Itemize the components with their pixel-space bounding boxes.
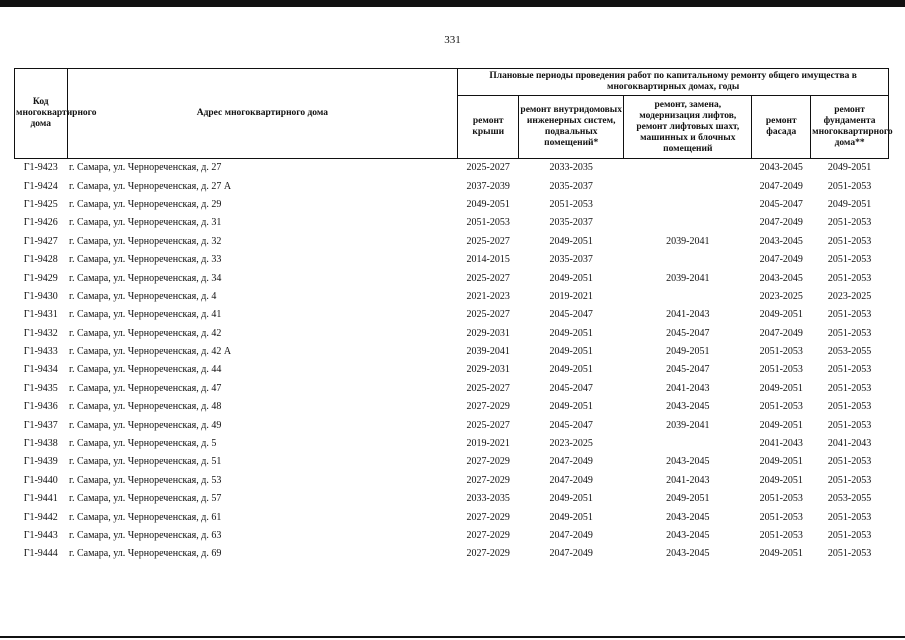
cell-facade: 2023-2025: [759, 290, 803, 302]
cell-facade: 2047-2049: [759, 327, 803, 339]
cell-facade: 2049-2051: [759, 456, 803, 468]
cell-facade: 2051-2053: [759, 511, 803, 523]
cell-systems: 2033-2035: [549, 162, 593, 174]
table-row: [15, 508, 889, 526]
cell-code: Г1-9436: [23, 401, 58, 413]
cell-foundation: 2051-2053: [827, 419, 872, 431]
cell-foundation: 2051-2053: [827, 235, 872, 247]
cell-code: Г1-9437: [23, 419, 58, 431]
cell-roof: 2029-2031: [466, 364, 510, 376]
cell-foundation: 2051-2053: [827, 548, 872, 560]
cell-address: г. Самара, ул. Чернореченская, д. 5: [69, 438, 217, 450]
cell-systems: 2049-2051: [549, 346, 593, 358]
cell-roof: 2027-2029: [466, 401, 510, 413]
cell-foundation: 2051-2053: [827, 530, 872, 541]
cell-foundation: 2051-2053: [827, 309, 872, 321]
cell-address: г. Самара, ул. Чернореченская, д. 33: [69, 254, 222, 266]
cell-lifts: 2045-2047: [666, 327, 710, 339]
cell-lifts: 2041-2043: [666, 474, 710, 486]
table-row: [15, 398, 889, 416]
cell-facade: 2051-2053: [759, 493, 803, 505]
header-facade: ремонт фасада: [752, 96, 811, 159]
cell-foundation: 2051-2053: [827, 364, 872, 376]
table-row: [15, 545, 889, 563]
cell-systems: 2035-2037: [549, 217, 593, 229]
cell-systems: 2047-2049: [549, 530, 593, 541]
cell-lifts: [624, 177, 752, 195]
cell-code: Г1-9440: [23, 474, 58, 486]
table-row: [15, 196, 889, 214]
table-row: [15, 527, 889, 545]
cell-code: Г1-9425: [23, 198, 58, 210]
cell-roof: 2025-2027: [466, 382, 510, 394]
cell-systems: 2047-2049: [549, 456, 593, 468]
cell-roof: 2025-2027: [466, 235, 510, 247]
cell-facade: 2047-2049: [759, 254, 803, 266]
header-roof: ремонт крыши: [458, 96, 519, 159]
table-row: [15, 380, 889, 398]
cell-lifts: [624, 251, 752, 269]
cell-code: Г1-9439: [23, 456, 58, 468]
cell-roof: 2029-2031: [466, 327, 510, 339]
cell-lifts: [624, 214, 752, 232]
cell-lifts: [624, 196, 752, 214]
cell-lifts: 2039-2041: [666, 419, 710, 431]
cell-systems: 2049-2051: [549, 272, 593, 284]
cell-address: г. Самара, ул. Чернореченская, д. 27: [69, 162, 222, 174]
cell-systems: 2049-2051: [549, 493, 593, 505]
cell-foundation: 2051-2053: [827, 180, 872, 192]
cell-address: г. Самара, ул. Чернореченская, д. 63: [69, 530, 222, 541]
cell-systems: 2035-2037: [549, 180, 593, 192]
table-row: [15, 416, 889, 434]
cell-facade: 2045-2047: [759, 198, 803, 210]
cell-lifts: 2043-2045: [666, 456, 710, 468]
table-row: [15, 435, 889, 453]
table-row: [15, 159, 889, 178]
cell-foundation: 2051-2053: [827, 382, 872, 394]
top-border-bar: [0, 0, 905, 7]
table-row: [15, 251, 889, 269]
cell-lifts: 2043-2045: [666, 530, 710, 541]
cell-facade: 2051-2053: [759, 364, 803, 376]
cell-foundation: 2051-2053: [827, 272, 872, 284]
cell-code: Г1-9434: [23, 364, 58, 376]
table-row: [15, 214, 889, 232]
cell-address: г. Самара, ул. Чернореченская, д. 42 А: [69, 346, 232, 358]
cell-foundation: 2051-2053: [827, 474, 872, 486]
cell-lifts: 2039-2041: [666, 235, 710, 247]
cell-address: г. Самара, ул. Чернореченская, д. 48: [69, 401, 222, 413]
cell-foundation: 2023-2025: [827, 290, 872, 302]
cell-facade: 2041-2043: [759, 438, 803, 450]
table-row: [15, 453, 889, 471]
table-row: [15, 343, 889, 361]
table-row: [15, 288, 889, 306]
cell-address: г. Самара, ул. Чернореченская, д. 47: [69, 382, 222, 394]
cell-address: г. Самара, ул. Чернореченская, д. 34: [69, 272, 222, 284]
cell-address: г. Самара, ул. Чернореченская, д. 57: [69, 493, 222, 505]
cell-roof: 2027-2029: [466, 530, 510, 541]
cell-facade: 2049-2051: [759, 309, 803, 321]
cell-facade: 2049-2051: [759, 419, 803, 431]
cell-roof: 2027-2029: [466, 511, 510, 523]
cell-code: Г1-9433: [23, 346, 58, 358]
cell-code: Г1-9429: [23, 272, 58, 284]
cell-address: г. Самара, ул. Чернореченская, д. 31: [69, 217, 222, 229]
cell-foundation: 2051-2053: [827, 456, 872, 468]
cell-foundation: 2051-2053: [827, 327, 872, 339]
cell-facade: 2051-2053: [759, 401, 803, 413]
cell-roof: 2037-2039: [466, 180, 510, 192]
cell-roof: 2025-2027: [466, 309, 510, 321]
table-row: [15, 361, 889, 379]
cell-systems: 2045-2047: [549, 419, 593, 431]
cell-roof: 2014-2015: [466, 254, 510, 266]
cell-systems: 2049-2051: [549, 327, 593, 339]
cell-code: Г1-9424: [23, 180, 58, 192]
cell-code: Г1-9443: [23, 530, 58, 541]
cell-systems: 2049-2051: [549, 401, 593, 413]
cell-systems: 2051-2053: [549, 198, 593, 210]
cell-roof: 2025-2027: [466, 162, 510, 174]
cell-roof: 2051-2053: [466, 217, 510, 229]
cell-address: г. Самара, ул. Чернореченская, д. 51: [69, 456, 222, 468]
cell-facade: 2051-2053: [759, 346, 803, 358]
cell-lifts: [624, 435, 752, 453]
cell-code: Г1-9427: [23, 235, 58, 247]
cell-roof: 2025-2027: [466, 272, 510, 284]
page-number: 331: [444, 34, 461, 46]
cell-roof: 2019-2021: [466, 438, 510, 450]
cell-systems: 2049-2051: [549, 364, 593, 376]
cell-systems: 2023-2025: [549, 438, 593, 450]
cell-lifts: 2045-2047: [666, 364, 710, 376]
table-body: [15, 159, 889, 564]
cell-roof: 2039-2041: [466, 346, 510, 358]
cell-lifts: 2041-2043: [666, 309, 710, 321]
cell-roof: 2027-2029: [466, 548, 510, 560]
cell-foundation: 2051-2053: [827, 254, 872, 266]
cell-foundation: 2053-2055: [827, 493, 872, 505]
cell-foundation: 2051-2053: [827, 217, 872, 229]
cell-roof: 2033-2035: [466, 493, 510, 505]
cell-address: г. Самара, ул. Чернореченская, д. 69: [69, 548, 222, 560]
cell-foundation: 2053-2055: [827, 346, 872, 358]
cell-systems: 2045-2047: [549, 309, 593, 321]
cell-facade: 2051-2053: [759, 530, 803, 541]
cell-roof: 2021-2023: [466, 290, 510, 302]
cell-code: Г1-9435: [23, 382, 58, 394]
cell-facade: 2049-2051: [759, 474, 803, 486]
cell-address: г. Самара, ул. Чернореченская, д. 49: [69, 419, 222, 431]
cell-code: Г1-9438: [23, 438, 58, 450]
cell-facade: 2047-2049: [759, 180, 803, 192]
table-header: [15, 69, 893, 159]
cell-lifts: 2041-2043: [666, 382, 710, 394]
cell-lifts: 2043-2045: [666, 548, 710, 560]
header-periods-group: Плановые периоды проведения работ по капитальному ремонту общего имущества в многоквартирных домах, годы: [458, 69, 889, 96]
cell-roof: 2027-2029: [466, 456, 510, 468]
cell-facade: 2047-2049: [759, 217, 803, 229]
cell-systems: 2049-2051: [549, 511, 593, 523]
cell-facade: 2049-2051: [759, 382, 803, 394]
cell-code: Г1-9444: [23, 548, 58, 560]
cell-facade: 2043-2045: [759, 235, 803, 247]
cell-address: г. Самара, ул. Чернореченская, д. 32: [69, 235, 222, 247]
cell-code: Г1-9432: [23, 327, 58, 339]
header-systems: ремонт внутридомовых инженерных систем, подвальных помещений*: [519, 96, 624, 159]
table-row: [15, 472, 889, 490]
cell-foundation: 2051-2053: [827, 401, 872, 413]
cell-code: Г1-9423: [23, 162, 58, 174]
header-code: Код многоквартирного дома: [15, 69, 68, 159]
cell-address: г. Самара, ул. Чернореченская, д. 41: [69, 309, 222, 321]
cell-systems: 2035-2037: [549, 254, 593, 266]
table-row: [15, 490, 889, 508]
table-row: [15, 306, 889, 324]
cell-lifts: 2043-2045: [666, 401, 710, 413]
cell-systems: 2047-2049: [549, 474, 593, 486]
cell-code: Г1-9441: [23, 493, 58, 505]
table-row: [15, 233, 889, 251]
header-foundation: ремонт фундамента многоквартирного дома**: [811, 96, 889, 159]
cell-roof: 2027-2029: [466, 474, 510, 486]
cell-foundation: 2049-2051: [827, 198, 872, 210]
cell-facade: 2043-2045: [759, 272, 803, 284]
capital-repair-table: [14, 68, 893, 564]
cell-code: Г1-9442: [23, 511, 58, 523]
cell-systems: 2045-2047: [549, 382, 593, 394]
cell-code: Г1-9431: [23, 309, 58, 321]
table-row: [15, 177, 889, 195]
cell-facade: 2049-2051: [759, 548, 803, 560]
cell-facade: 2043-2045: [759, 162, 803, 174]
cell-foundation: 2049-2051: [827, 162, 872, 174]
cell-code: Г1-9426: [23, 217, 58, 229]
bottom-border-line: [0, 636, 905, 638]
cell-roof: 2025-2027: [466, 419, 510, 431]
table-row: [15, 269, 889, 287]
header-address: Адрес многоквартирного дома: [67, 69, 458, 159]
cell-lifts: 2049-2051: [666, 346, 710, 358]
cell-foundation: 2041-2043: [827, 438, 872, 450]
cell-lifts: [624, 288, 752, 306]
cell-address: г. Самара, ул. Чернореченская, д. 4: [69, 290, 217, 302]
cell-address: г. Самара, ул. Чернореченская, д. 27 А: [69, 180, 232, 192]
cell-lifts: [624, 159, 752, 178]
cell-foundation: 2051-2053: [827, 511, 872, 523]
cell-lifts: 2043-2045: [666, 511, 710, 523]
table-row: [15, 325, 889, 343]
cell-code: Г1-9428: [23, 254, 58, 266]
cell-code: Г1-9430: [23, 290, 58, 302]
cell-address: г. Самара, ул. Чернореченская, д. 61: [69, 511, 222, 523]
cell-systems: 2019-2021: [549, 290, 593, 302]
cell-systems: 2047-2049: [549, 548, 593, 560]
cell-lifts: 2039-2041: [666, 272, 710, 284]
cell-address: г. Самара, ул. Чернореченская, д. 29: [69, 198, 222, 210]
cell-roof: 2049-2051: [466, 198, 510, 210]
cell-address: г. Самара, ул. Чернореченская, д. 44: [69, 364, 222, 376]
cell-systems: 2049-2051: [549, 235, 593, 247]
cell-address: г. Самара, ул. Чернореченская, д. 42: [69, 327, 222, 339]
header-lifts: ремонт, замена, модернизация лифтов, ремонт лифтовых шахт, машинных и блочных помещений: [624, 96, 752, 159]
cell-lifts: 2049-2051: [666, 493, 710, 505]
cell-address: г. Самара, ул. Чернореченская, д. 53: [69, 474, 222, 486]
